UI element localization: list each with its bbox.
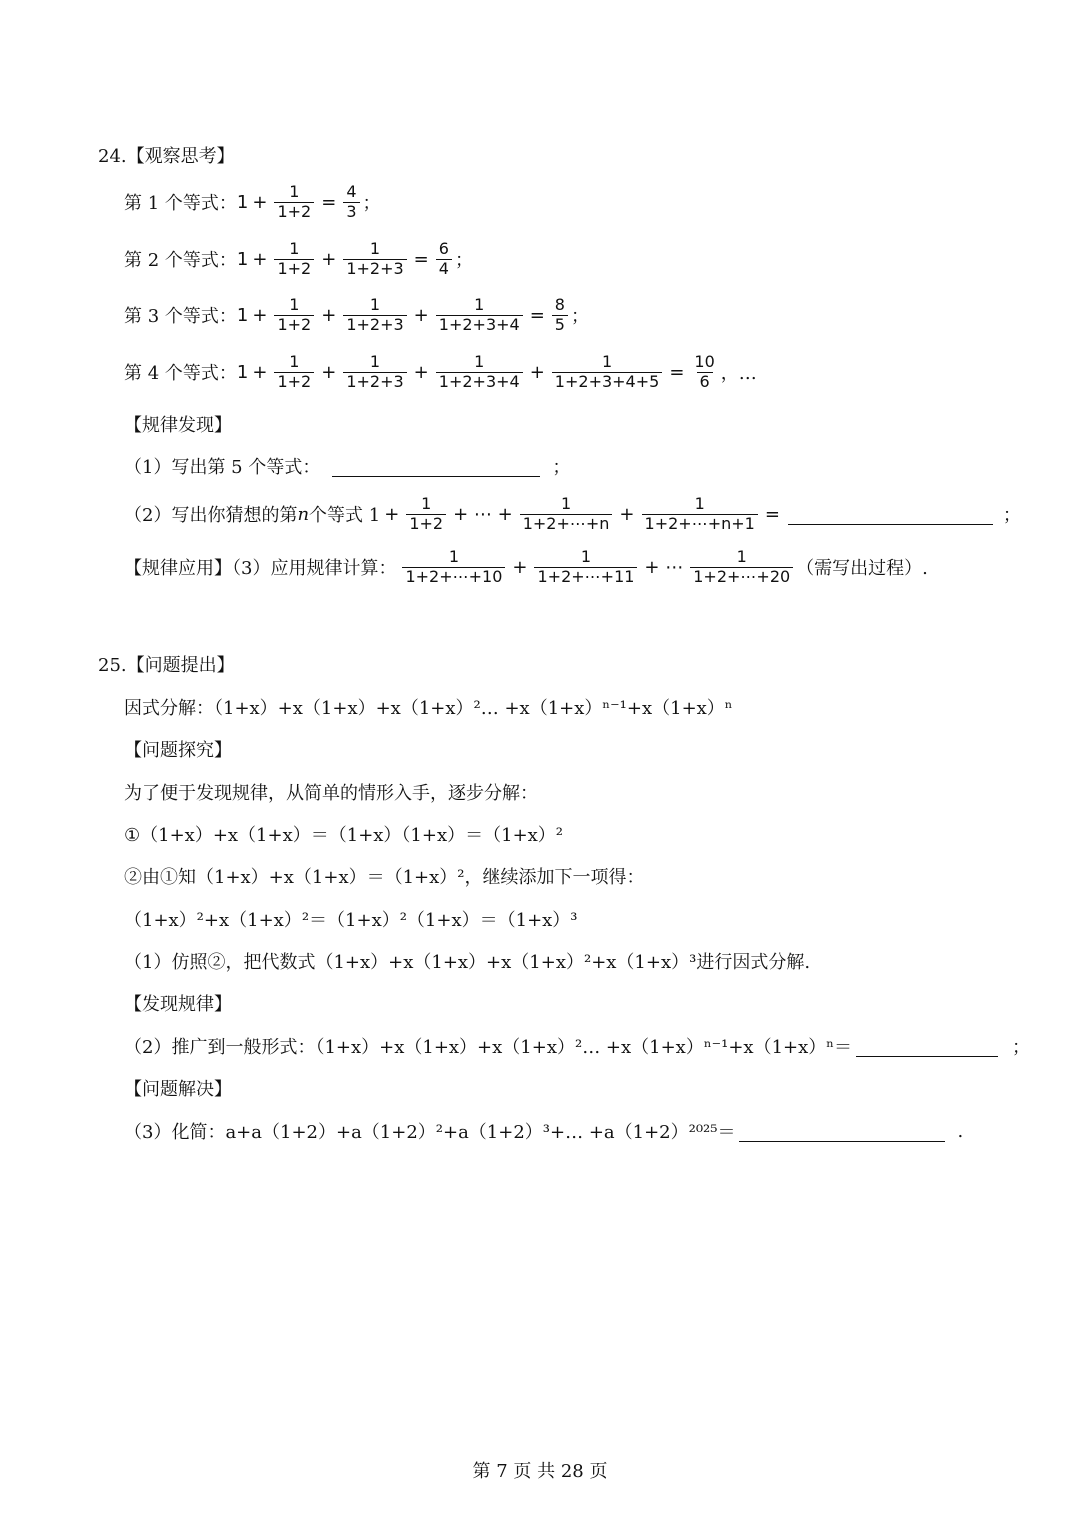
q25-part3: （3）化简：a+a（1+2）+a（1+2）²+a（1+2）³+… +a（1+2）²⁰²⁵＝ . bbox=[124, 1120, 964, 1143]
page-footer: 第 7 页 共 28 页 bbox=[472, 1461, 608, 1482]
fraction: $\frac{1}{1+2}$ bbox=[274, 184, 314, 221]
fraction: $\frac{1}{1+2+3}$ bbox=[343, 354, 406, 391]
q24-part3: 【规律应用】（3）应用规律计算： $\frac{1}{1+2+\cdots+10}$ + $\frac{1}{1+2+\cdots+11}$ + ⋯ $\frac{1}{1+2+\cdots+20}$ （需写出过程）. bbox=[124, 547, 928, 586]
q25-intro: 为了便于发现规律，从简单的情形入手，逐步分解： bbox=[124, 783, 538, 804]
q25-part2: （2）推广到一般形式：（1+x）+x（1+x）+x（1+x）²… +x（1+x）ⁿ⁻¹+x（1+x）ⁿ＝ ； bbox=[124, 1037, 1031, 1058]
equation-2: 第 2 个等式： 1 + $\frac{1}{1+2}$ + $\frac{1}{1+2+3}$ = $\frac{6}{4}$ ； bbox=[124, 239, 473, 278]
answer-blank[interactable] bbox=[788, 504, 993, 525]
answer-blank[interactable] bbox=[332, 456, 540, 477]
q25-step1: ①（1+x）+x（1+x）＝（1+x）（1+x）＝（1+x）² bbox=[124, 825, 564, 846]
fraction: $\frac{1}{1+2}$ bbox=[274, 241, 314, 278]
fraction: $\frac{1}{1+2+\cdots+n+1}$ bbox=[642, 496, 758, 533]
fraction: $\frac{1}{1+2+\cdots+n}$ bbox=[520, 496, 613, 533]
fraction: $\frac{1}{1+2+\cdots+11}$ bbox=[534, 549, 637, 586]
fraction: $\frac{1}{1+2}$ bbox=[406, 496, 446, 533]
result-fraction: $\frac{8}{5}$ bbox=[552, 297, 568, 334]
q25-step2b: （1+x）²+x（1+x）²＝（1+x）²（1+x）＝（1+x）³ bbox=[124, 910, 578, 931]
section-rule-find: 【规律发现】 bbox=[124, 415, 232, 436]
q24-part1: （1）写出第 5 个等式： ； bbox=[124, 457, 571, 478]
section-rule: 【发现规律】 bbox=[124, 994, 232, 1015]
result-fraction: $\frac{4}{3}$ bbox=[343, 184, 359, 221]
fraction: $\frac{1}{1+2+\cdots+10}$ bbox=[402, 549, 505, 586]
equation-3: 第 3 个等式： 1 + $\frac{1}{1+2}$ + $\frac{1}{1+2+3}$ + $\frac{1}{1+2+3+4}$ = $\frac{8}{5}$ ； bbox=[124, 295, 589, 334]
q25-step2: ②由①知（1+x）+x（1+x）＝（1+x）²，继续添加下一项得： bbox=[124, 867, 645, 888]
equation-4: 第 4 个等式： 1 + $\frac{1}{1+2}$ + $\frac{1}{1+2+3}$ + $\frac{1}{1+2+3+4}$ + $\frac{1}{1+2+3+4+5}$ = $\frac{10}{6}$ ，… bbox=[124, 352, 757, 391]
equation-1: 第 1 个等式： 1 + $\frac{1}{1+2}$ = $\frac{4}{3}$ ； bbox=[124, 182, 381, 221]
fraction: $\frac{1}{1+2+3}$ bbox=[343, 241, 406, 278]
fraction: $\frac{1}{1+2}$ bbox=[274, 354, 314, 391]
result-fraction: $\frac{10}{6}$ bbox=[694, 352, 715, 391]
answer-blank[interactable] bbox=[739, 1121, 945, 1142]
fraction: $\frac{1}{1+2}$ bbox=[274, 297, 314, 334]
q25-factor: 因式分解：（1+x）+x（1+x）+x（1+x）²… +x（1+x）ⁿ⁻¹+x（1+x）ⁿ bbox=[124, 698, 733, 719]
q24-part2: （2）写出你猜想的第 n 个等式 1 + $\frac{1}{1+2}$ + ⋯ + $\frac{1}{1+2+\cdots+n}$ + $\frac{1}{1+2+\cdots+n+1}$ = ； bbox=[124, 494, 1021, 533]
fraction: $\frac{1}{1+2+3}$ bbox=[343, 297, 406, 334]
fraction: $\frac{1}{1+2+3+4+5}$ bbox=[552, 354, 663, 391]
answer-blank[interactable] bbox=[856, 1036, 998, 1057]
section-explore: 【问题探究】 bbox=[124, 740, 232, 761]
fraction: $\frac{1}{1+2+3+4}$ bbox=[436, 354, 523, 391]
result-fraction: $\frac{6}{4}$ bbox=[436, 241, 452, 278]
section-solve: 【问题解决】 bbox=[124, 1079, 232, 1100]
fraction: $\frac{1}{1+2+3+4}$ bbox=[436, 297, 523, 334]
q24-title: 24.【观察思考】 bbox=[98, 146, 235, 167]
q25-title: 25.【问题提出】 bbox=[98, 655, 235, 676]
q25-part1: （1）仿照②，把代数式（1+x）+x（1+x）+x（1+x）²+x（1+x）³进行因式分解. bbox=[124, 952, 811, 973]
fraction: $\frac{1}{1+2+\cdots+20}$ bbox=[690, 549, 793, 586]
